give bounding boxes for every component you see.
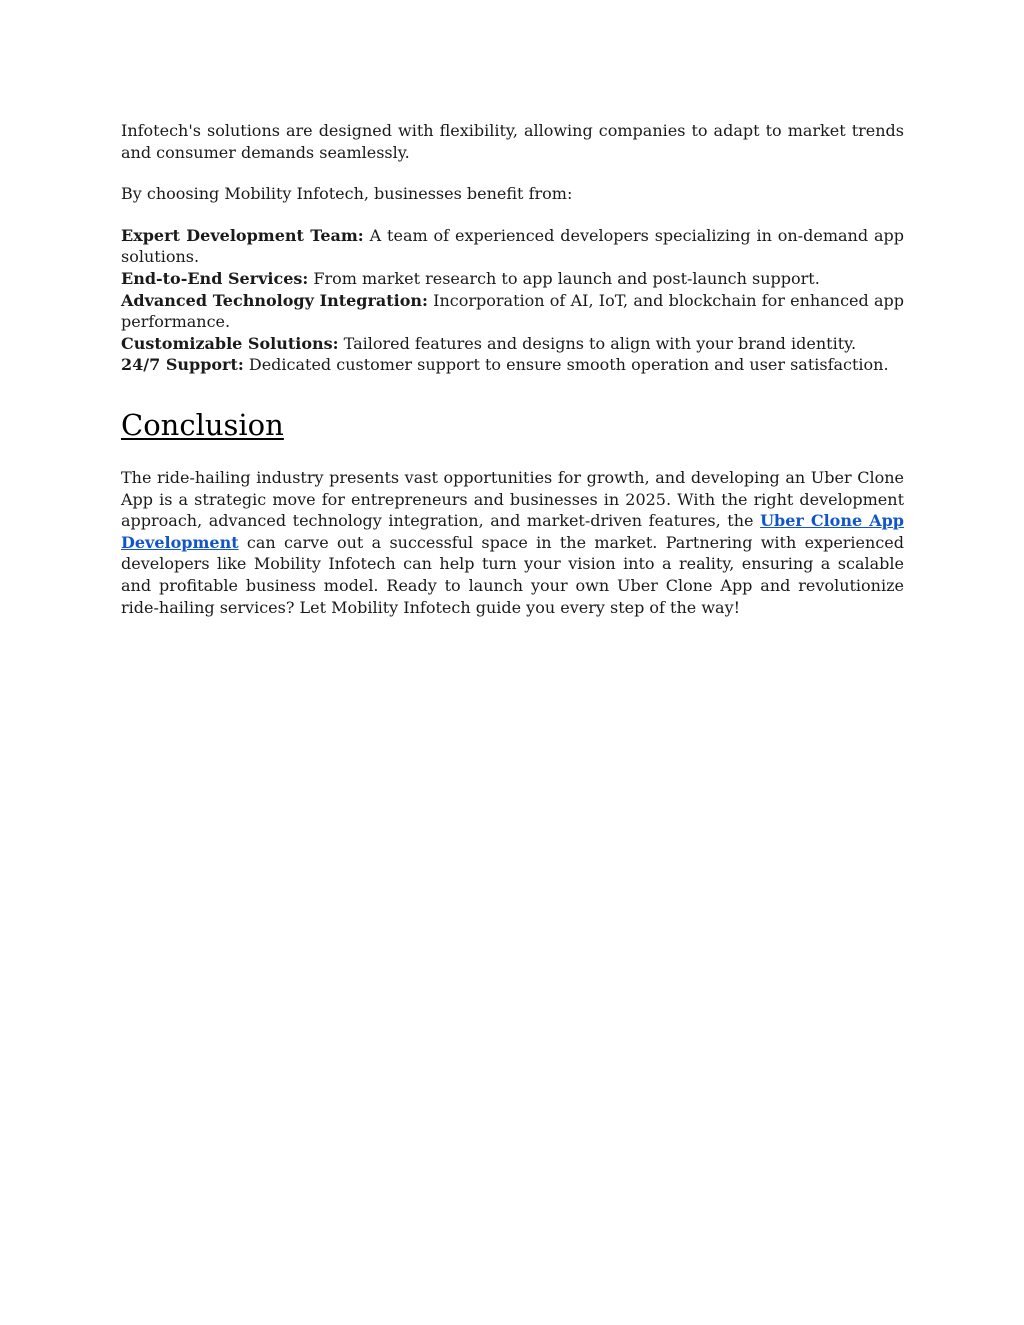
benefit-item [121, 290, 904, 333]
benefit-title: Expert Development Team: [121, 225, 364, 245]
benefit-text: From market research to app launch and post-launch support. [308, 268, 820, 288]
benefit-text: A team of experienced developers specializing in on-demand app solutions. [121, 225, 904, 267]
conclusion-text-before-link: The ride-hailing industry presents vast opportunities for growth, and developing an Uber Clone App is a strategic move for entrepreneurs and businesses in 2025. With the right development approach, advanced technology integration, and market-driven features, the [121, 467, 904, 531]
benefit-text: Dedicated customer support to ensure smooth operation and user satisfaction. [243, 355, 889, 375]
benefit-item [121, 268, 904, 290]
conclusion-paragraph [121, 467, 904, 618]
benefit-title: Advanced Technology Integration: [121, 290, 428, 310]
benefit-title: Customizable Solutions: [121, 333, 339, 353]
document-page [121, 120, 904, 618]
benefit-item [121, 333, 904, 355]
benefits-list [121, 225, 904, 376]
benefit-title: 24/7 Support: [121, 355, 244, 375]
benefit-item [121, 354, 904, 376]
conclusion-text-after-link: can carve out a successful space in the market. Partnering with experienced developers like Mobility Infotech can help turn your vision into a reality, ensuring a scalable and profitable business model. Ready to launch your own Uber Clone App and revolutionize ride-hailing services? Let Mobility Infotech guide you every step of the way! [121, 532, 904, 617]
benefit-item [121, 225, 904, 268]
conclusion-heading: Conclusion [121, 407, 284, 442]
intro-paragraph: Infotech's solutions are designed with flexibility, allowing companies to adapt to market trends and consumer demands seamlessly. [121, 121, 904, 162]
benefit-title: End-to-End Services: [121, 268, 309, 288]
benefit-text: Tailored features and designs to align with your brand identity. [338, 333, 857, 353]
benefit-text: Incorporation of AI, IoT, and blockchain for enhanced app performance. [121, 290, 904, 332]
uber-clone-app-development-link[interactable]: Uber Clone App Development [121, 511, 904, 552]
benefit-intro-paragraph: By choosing Mobility Infotech, businesses benefit from: [121, 184, 573, 204]
